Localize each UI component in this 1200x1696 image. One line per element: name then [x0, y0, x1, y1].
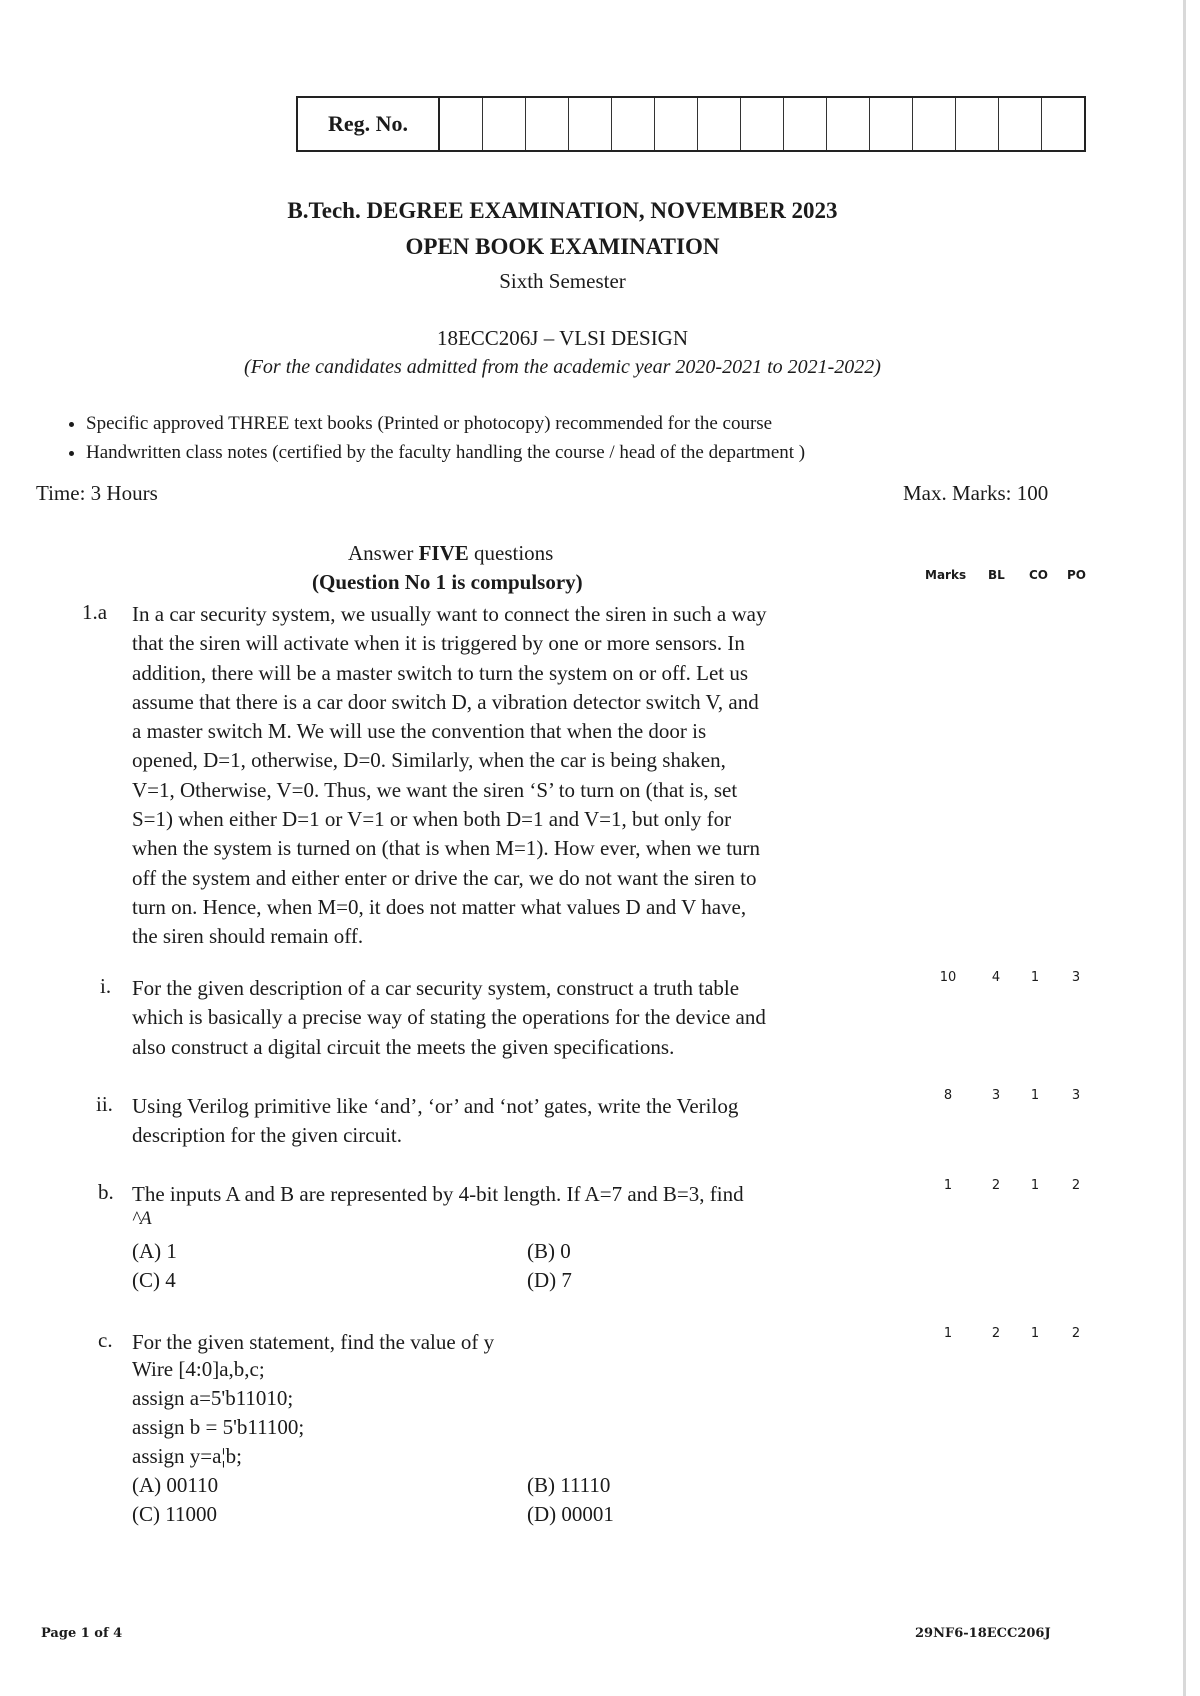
q1c-code-line: assign y=a¦b; [132, 1444, 242, 1468]
q1b-option-a: (A) 1 [132, 1239, 177, 1263]
reg-no-label: Reg. No. [298, 98, 440, 150]
max-marks-label: Max. Marks: 100 [903, 481, 1049, 505]
col-co: CO [1029, 568, 1049, 582]
q1a-i-label: i. [100, 974, 112, 998]
q1b-option-d: (D) 7 [527, 1268, 572, 1292]
q1c-option-b: (B) 11110 [527, 1473, 611, 1497]
q1a-i-co: 1 [1030, 970, 1040, 985]
q1a-label: 1.a [82, 600, 108, 624]
page-edge [1183, 0, 1186, 1696]
q1a-i-bl: 4 [991, 970, 1001, 985]
exam-title: B.Tech. DEGREE EXAMINATION, NOVEMBER 2023 [287, 198, 838, 223]
q1a-ii-marks: 8 [943, 1088, 953, 1103]
time-label: Time: 3 Hours [36, 481, 158, 505]
q1c-code-line: assign b = 5'b11100; [132, 1415, 305, 1439]
reg-no-cell [526, 98, 569, 150]
note-item: • Specific approved THREE text books (Printed or photocopy) recommended for the course [86, 409, 805, 438]
q1c-option-d: (D) 00001 [527, 1502, 614, 1526]
reg-no-cell [483, 98, 526, 150]
reg-no-cells [440, 98, 1084, 150]
q1c-option-c: (C) 11000 [132, 1502, 217, 1526]
q1a-i-po: 3 [1071, 970, 1081, 985]
q1b-expression: ^A [132, 1208, 152, 1229]
course-title: 18ECC206J – VLSI DESIGN [436, 326, 689, 350]
q1a-ii-co: 1 [1030, 1088, 1040, 1103]
q1b-option-b: (B) 0 [527, 1239, 571, 1263]
q1b-label: b. [98, 1180, 114, 1204]
q1c-option-a: (A) 00110 [132, 1473, 219, 1497]
q1b-bl: 2 [991, 1178, 1001, 1193]
col-marks: Marks [925, 568, 967, 582]
q1b-co: 1 [1030, 1178, 1040, 1193]
q1a-ii-text: Using Verilog primitive like ‘and’, ‘or’ and ‘not’ gates, write the Verilog description for the given circuit. [132, 1094, 739, 1148]
reg-no-cell [913, 98, 956, 150]
q1b-option-c: (C) 4 [132, 1268, 176, 1292]
reg-no-cell [569, 98, 612, 150]
compulsory-note: (Question No 1 is compulsory) [312, 570, 583, 594]
paper-code: 29NF6-18ECC206J [915, 1626, 1051, 1641]
q1c-text: For the given statement, find the value of y [132, 1330, 495, 1354]
reg-no-cell [999, 98, 1042, 150]
q1a-ii-bl: 3 [991, 1088, 1001, 1103]
reg-no-cell [655, 98, 698, 150]
reg-no-cell [827, 98, 870, 150]
q1a-i-marks: 10 [939, 970, 957, 985]
q1a-ii-label: ii. [96, 1092, 113, 1116]
q1c-co: 1 [1030, 1326, 1040, 1341]
note-item: • Handwritten class notes (certified by the faculty handling the course / head of the department ) [86, 438, 805, 467]
q1a-ii-po: 3 [1071, 1088, 1081, 1103]
q1c-marks: 1 [943, 1326, 953, 1341]
answer-instruction: Answer FIVE questions [348, 541, 554, 565]
q1c-label: c. [98, 1328, 113, 1352]
reg-no-cell [870, 98, 913, 150]
q1c-code-line: Wire [4:0]a,b,c; [132, 1357, 265, 1381]
semester: Sixth Semester [499, 269, 626, 293]
q1a-i-text: For the given description of a car security system, construct a truth table which is basically a precise way of stating the operations for the device and also construct a digital circuit the meets the given specifications. [132, 976, 766, 1059]
col-po: PO [1067, 568, 1086, 582]
admitted-note: (For the candidates admitted from the academic year 2020-2021 to 2021-2022) [244, 356, 881, 378]
allowed-materials-list [60, 409, 805, 467]
page-number: Page 1 of 4 [41, 1626, 123, 1641]
reg-no-box [296, 96, 1086, 152]
reg-no-cell [698, 98, 741, 150]
q1b-marks: 1 [943, 1178, 953, 1193]
q1c-po: 2 [1071, 1326, 1081, 1341]
reg-no-cell [956, 98, 999, 150]
q1b-text: The inputs A and B are represented by 4-bit length. If A=7 and B=3, find [132, 1182, 744, 1206]
q1b-po: 2 [1071, 1178, 1081, 1193]
reg-no-cell [440, 98, 483, 150]
q1c-code-line: assign a=5'b11010; [132, 1386, 294, 1410]
q1a-text: In a car security system, we usually want to connect the siren in such a way that the siren will activate when it is triggered by one or more sensors. In addition, there will be a master switch to turn the system on or off. Let us assume that there is a car door switch D, a vibration detector switch V, and a master switch M. We will use the convention that when the door is opened, D=1, otherwise, D=0. Similarly, when the car is being shaken, V=1, Otherwise, V=0. Thus, we want the siren ‘S’ to turn on (that is, set S=1) when either D=1 or V=1 or when both D=1 and V=1, but only for when the system is turned on (that is when M=1). How ever, when we turn off the system and either enter or drive the car, we do not want the siren to turn on. Hence, when M=0, it does not matter what values D and V have, the siren should remain off. [132, 602, 767, 949]
reg-no-cell [612, 98, 655, 150]
q1c-bl: 2 [991, 1326, 1001, 1341]
reg-no-cell [741, 98, 784, 150]
reg-no-cell [1042, 98, 1084, 150]
reg-no-cell [784, 98, 827, 150]
col-bl: BL [988, 568, 1005, 582]
exam-type: OPEN BOOK EXAMINATION [405, 234, 720, 259]
